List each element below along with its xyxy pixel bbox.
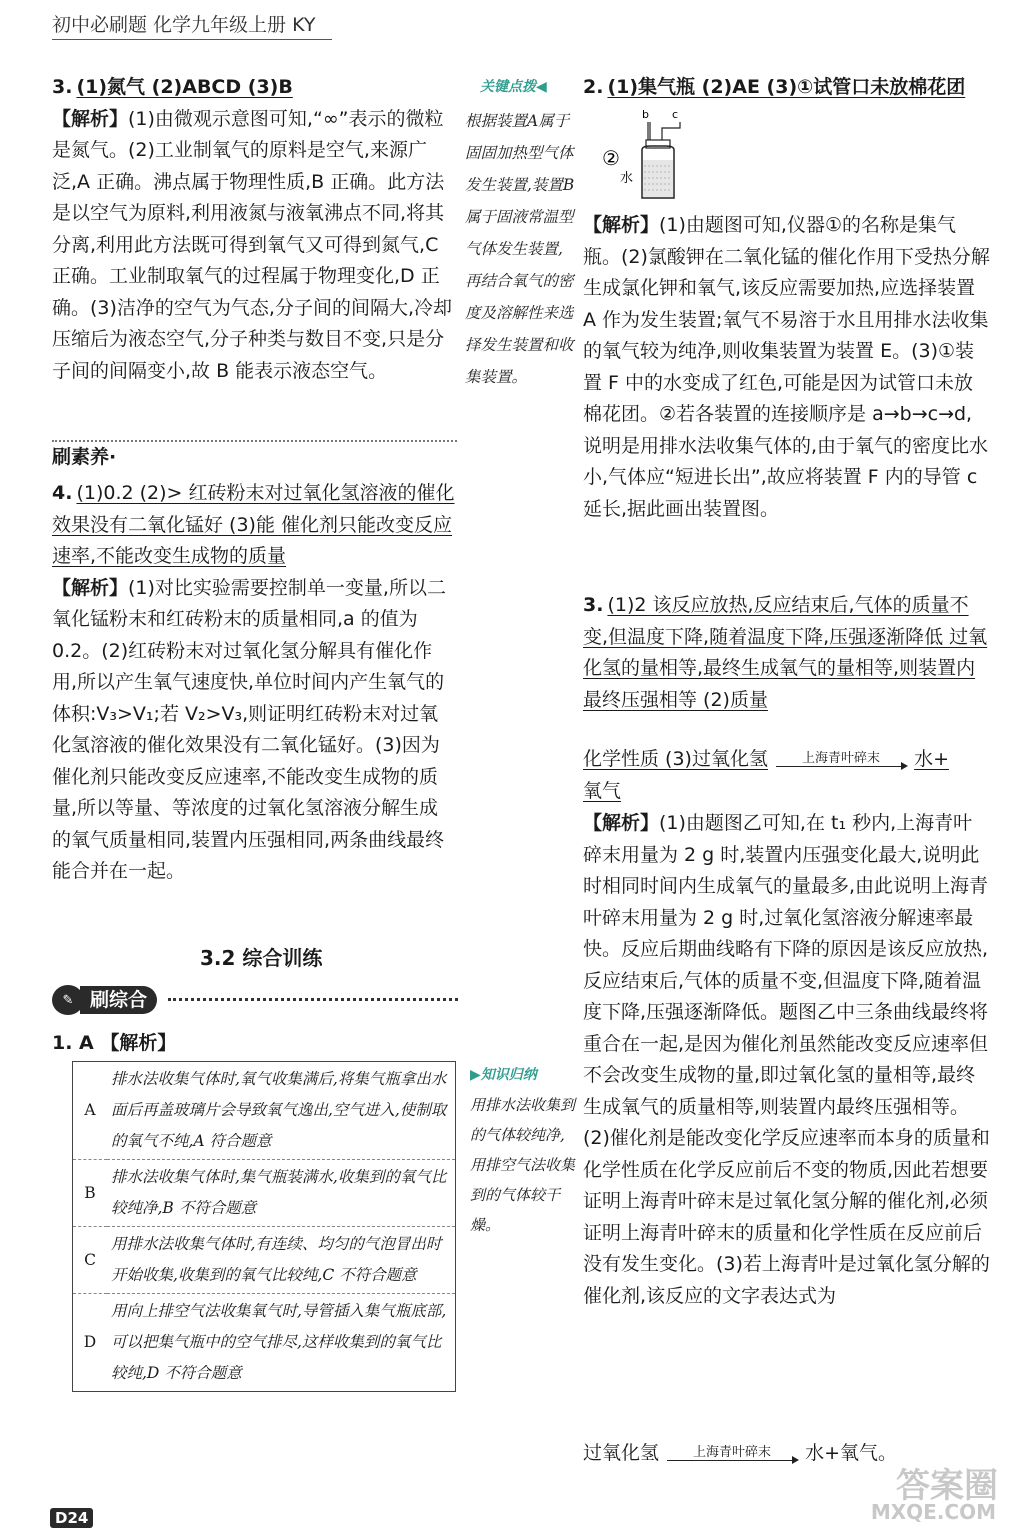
reaction-arrow: 上海青叶碎末	[776, 752, 906, 767]
table-row	[73, 1062, 456, 1160]
sidenote-knowledge-text: 用排水法收集到的气体较纯净,用排空气法收集到的气体较干燥。	[470, 1096, 576, 1234]
tube-label-b: b	[642, 110, 649, 121]
q3-equation-line: 化学性质 (3)过氧化氢 上海青叶碎末 水+	[583, 748, 949, 770]
q3-right-answer: 3. (1)2 该反应放热,反应结束后,气体的质量不变,但温度下降,随着温度下降,压强逐渐降低 过氧化氢的量相等,最终生成氧气的量相等,则装置内最终压强相等 (2)质量	[583, 594, 988, 711]
page-number: D24	[50, 1508, 93, 1528]
options-table	[72, 1061, 456, 1392]
row-text: 排水法收集气体时,集气瓶装满水,收集到的氧气比较纯净,B 不符合题意	[107, 1160, 456, 1227]
sidenote-knowledge-heading: ▶知识归纳	[470, 1067, 537, 1083]
row-label: D	[73, 1294, 108, 1392]
badge-label: 刷综合	[80, 986, 157, 1014]
table-row	[73, 1160, 456, 1227]
row-text: 排水法收集气体时,氧气收集满后,将集气瓶拿出水面后再盖玻璃片会导致氧气逸出,空气进入,使制取的氧气不纯,A 符合题意	[107, 1062, 456, 1160]
tube-label-c: c	[672, 110, 679, 121]
watermark: 答案圈	[896, 1466, 998, 1506]
figure-number: ②	[602, 146, 620, 170]
q1-answer: 1. A 【解析】	[52, 1032, 177, 1054]
final-equation: 过氧化氢 上海青叶碎末 水+氧气。	[583, 1442, 898, 1464]
sidenote-knowledge	[470, 1060, 575, 1240]
q3-oxygen: 氧气	[583, 780, 622, 802]
sidenote-text: 根据装置A属于固固加热型气体发生装置,装置B属于固液常温型气体发生装置,再结合氧气的密度及溶解性来选择发生装置和收集装置。	[465, 112, 575, 386]
q4-answer: 4. (1)0.2 (2)> 红砖粉末对过氧化氢溶液的催化效果没有二氧化锰好 (3)能 催化剂只能改变反应速率,不能改变生成物的质量	[52, 482, 455, 567]
q2-explanation: 【解析】(1)由题图可知,仪器①的名称是集气瓶。(2)氯酸钾在二氧化锰的催化作用下受热分解生成氯化钾和氧气,该反应需要加热,应选择装置 A 作为发生装置;氧气不易溶于水且用排水法收集的氧气较为纯净,则收集装置为装置 E。(3)①装置 F 中的水变成了红色,可能是因为试管口未放棉花团。②若各装置的连接顺序是 a→b→c→d,说明是用排水法收集气体的,由于氧气的密度比水小,气体应“短进长出”,故应将装置 F 内的导管 c 延长,据此画出装置图。	[583, 214, 990, 520]
q2-answer: 2. (1)集气瓶 (2)AE (3)①试管口未放棉花团	[583, 76, 966, 98]
watermark-url: MXQE.COM	[870, 1500, 996, 1524]
row-label: A	[73, 1062, 108, 1160]
row-label: B	[73, 1160, 108, 1227]
row-label: C	[73, 1227, 108, 1294]
row-text: 用向上排空气法收集氧气时,导管插入集气瓶底部,可以把集气瓶中的空气排尽,这样收集到的氧气比较纯,D 不符合题意	[107, 1294, 456, 1392]
left-column	[52, 72, 457, 387]
q3-right-explanation: 【解析】(1)由题图乙可知,在 t₁ 秒内,上海青叶碎末用量为 2 g 时,装置内压强变化最大,说明此时相同时间内生成氧气的量最多,由此说明上海青叶碎末用量为 2 g 时,过氧化氢溶液分解速率最快。反应后期曲线略有下降的原因是该反应放热,反应结束后,气体的质量不变,但温度下降,随着温度下降,压强逐渐降低。题图乙中三条曲线最终将重合在一起,是因为催化剂虽然能改变反应速率但不会改变生成物的量,即过氧化氢的量相等,最终生成氧气的质量相等,则装置内最终压强相等。(2)催化剂是能改变化学反应速率而本身的质量和化学性质在化学反应前后不变的物质,因此若想要证明上海青叶碎末是过氧化氢分解的催化剂,必须证明上海青叶碎末的质量和化学性质在反应前后没有发生变化。(3)若上海青叶是过氧化氢分解的催化剂,该反应的文字表达式为	[583, 812, 990, 1307]
table-row	[73, 1294, 456, 1392]
pencil-icon: ✎	[52, 985, 84, 1015]
water-label: 水	[620, 171, 634, 186]
gas-bottle-diagram	[600, 110, 700, 202]
badge-dots	[168, 998, 458, 1001]
q4-block	[52, 478, 457, 888]
row-text: 用排水法收集气体时,有连续、均匀的气泡冒出时开始收集,收集到的氧气比较纯,C 不符合题意	[107, 1227, 456, 1294]
practice-badge	[52, 985, 157, 1015]
table-row	[73, 1227, 456, 1294]
reaction-arrow-final: 上海青叶碎末	[667, 1446, 797, 1461]
sidenote-heading: 关键点拨◀	[480, 79, 547, 95]
q4-explanation: 【解析】(1)对比实验需要控制单一变量,所以二氧化锰粉末和红砖粉末的质量相同,a 的值为0.2。(2)红砖粉末对过氧化氢分解具有催化作用,所以产生氧气速度快,单位时间内产生氧气的体积:V₃>V₁;若 V₂>V₃,则证明红砖粉末对过氧化氢溶液的催化效果没有二氧化锰好。(3)因为催化剂只能改变反应速率,不能改变生成物的质量,所以等量、等浓度的过氧化氢溶液分解生成的氧气质量相同,装置内压强相同,两条曲线最终能合并在一起。	[52, 576, 446, 882]
right-column	[583, 72, 991, 104]
page-header: 初中必刷题 化学九年级上册 KY	[52, 10, 332, 40]
q3-explanation: 【解析】(1)由微观示意图可知,“∞”表示的微粒是氮气。(2)工业制氧气的原料是空气,来源广泛,A 正确。沸点属于物理性质,B 正确。此方法是以空气为原料,利用液氮与液氧沸点不同,将其分离,利用此方法既可得到氧气又可得到氮气,C 正确。工业制取氧气的过程属于物理变化,D 正确。(3)洁净的空气为气态,分子间的间隔大,冷却压缩后为液态空气,分子种类与数目不变,只是分子间的间隔变小,故 B 能表示液态空气。	[52, 107, 452, 382]
section-title: 3.2 综合训练	[200, 946, 323, 970]
section-label: 刷素养·	[52, 446, 117, 468]
q3-answer: 3. (1)氮气 (2)ABCD (3)B	[52, 76, 293, 98]
